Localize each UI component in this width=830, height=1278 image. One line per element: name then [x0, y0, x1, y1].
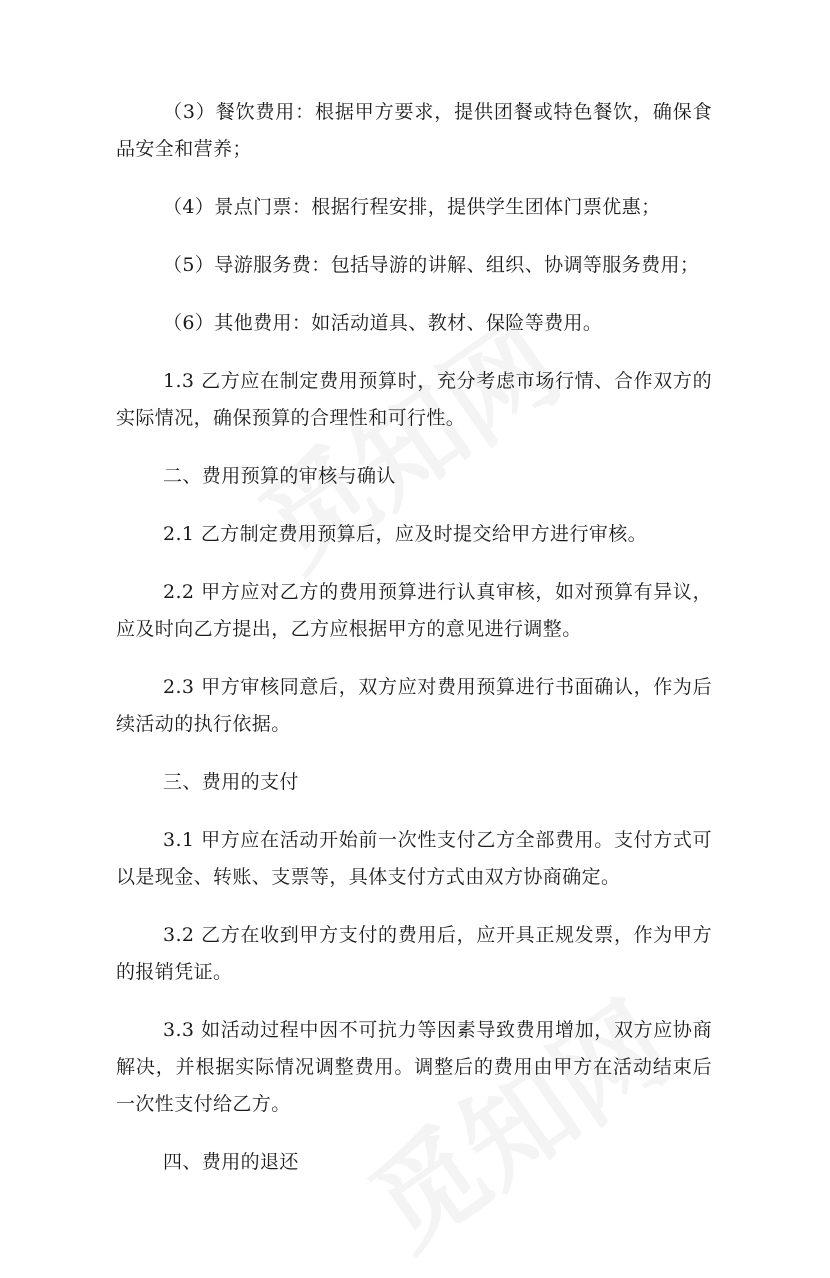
clause-paragraph: 1.3 乙方应在制定费用预算时，充分考虑市场行情、合作双方的实际情况，确保预算的合理性和可行性。	[116, 370, 712, 429]
clause-paragraph: 2.2 甲方应对乙方的费用预算进行认真审核，如对预算有异议，应及时向乙方提出，乙方应根据甲方的意见进行调整。	[116, 581, 712, 640]
clause-paragraph: 3.2 乙方在收到甲方支付的费用后，应开具正规发票，作为甲方的报销凭证。	[116, 924, 712, 983]
clause-paragraph: （5）导游服务费：包括导游的讲解、组织、协调等服务费用；	[163, 254, 700, 276]
clause-paragraph: 3.1 甲方应在活动开始前一次性支付乙方全部费用。支付方式可以是现金、转账、支票等，具体支付方式由双方协商确定。	[116, 829, 712, 888]
section-heading: 四、费用的退还	[163, 1151, 299, 1173]
document-body	[116, 94, 712, 1202]
clause-paragraph: （6）其他费用：如活动道具、教材、保险等费用。	[163, 312, 603, 334]
clause-paragraph: 2.3 甲方审核同意后，双方应对费用预算进行书面确认，作为后续活动的执行依据。	[116, 676, 712, 735]
section-heading: 三、费用的支付	[163, 771, 299, 793]
clause-paragraph: 3.3 如活动过程中因不可抗力等因素导致费用增加，双方应协商解决，并根据实际情况调整费用。调整后的费用由甲方在活动结束后一次性支付给乙方。	[116, 1019, 712, 1115]
clause-paragraph: （3）餐饮费用：根据甲方要求，提供团餐或特色餐饮，确保食品安全和营养；	[116, 101, 712, 160]
clause-paragraph: 2.1 乙方制定费用预算后，应及时提交给甲方进行审核。	[163, 523, 648, 545]
section-heading: 二、费用预算的审核与确认	[163, 465, 396, 487]
clause-paragraph: （4）景点门票：根据行程安排，提供学生团体门票优惠；	[163, 196, 661, 218]
